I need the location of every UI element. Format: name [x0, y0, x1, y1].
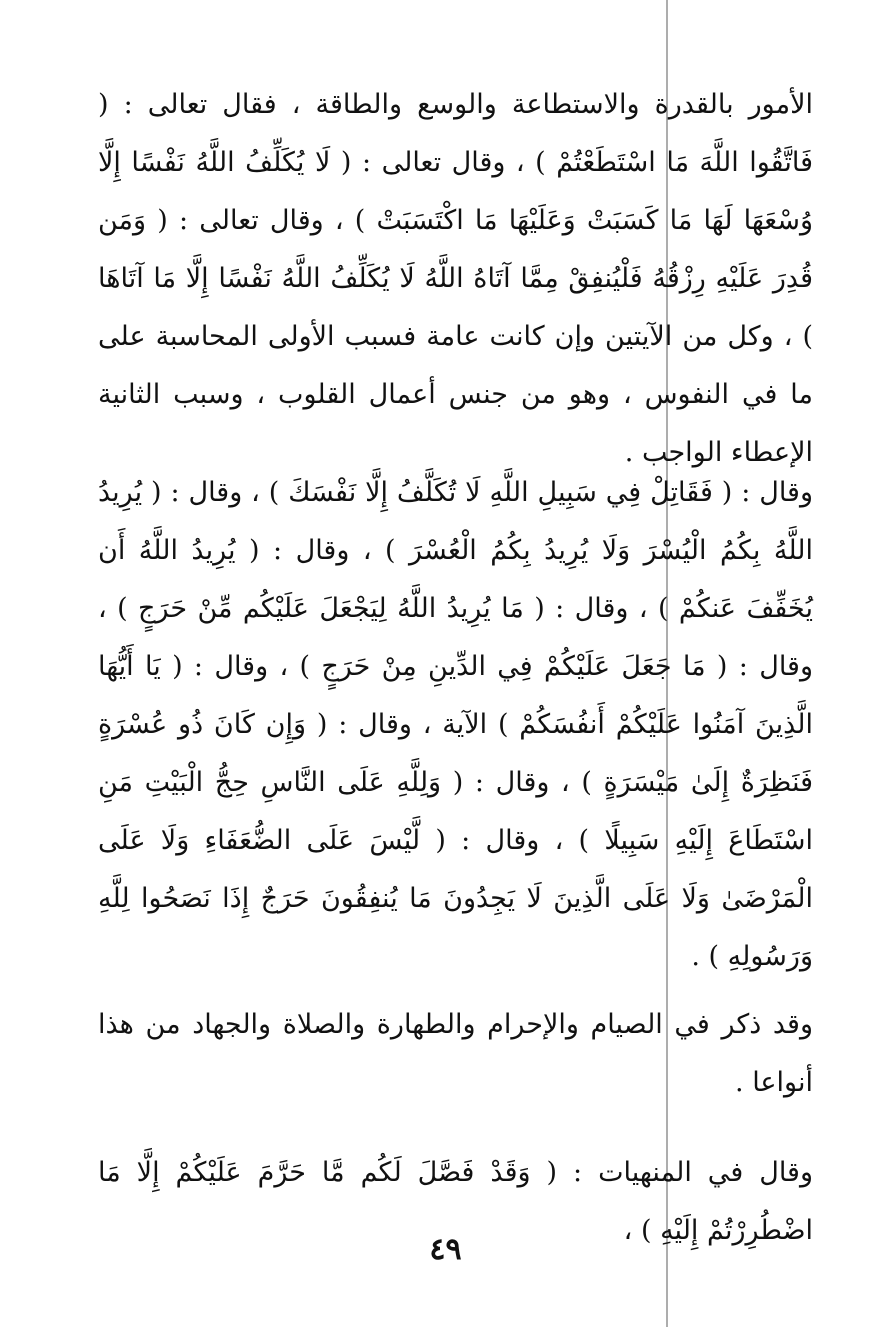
paragraph-text: الأمور بالقدرة والاستطاعة والوسع والطاقة ، فقال تعالى : ( فَاتَّقُوا اللَّهَ مَا اسْتَطَعْتُمْ ) ، وقال تعالى : ( لَا يُكَلِّفُ اللَّهُ نَفْسًا إِلَّا وُسْعَهَا لَهَا مَا كَسَبَتْ وَعَلَيْهَا مَا اكْتَسَبَتْ ) ، وقال تعالى : ( وَمَن قُدِرَ عَلَيْهِ رِزْقُهُ فَلْيُنفِقْ مِمَّا آتَاهُ اللَّهُ لَا يُكَلِّفُ اللَّهُ نَفْسًا إِلَّا مَا آتَاهَا ) ، وكل من الآيتين وإن كانت عامة فسبب الأولى المحاسبة على ما في النفوس ، وهو من جنس أعمال القلوب ، وسبب الثانية الإعطاء الواجب . [98, 89, 813, 468]
paragraph-text: وقال في المنهيات : ( وَقَدْ فَصَّلَ لَكُم مَّا حَرَّمَ عَلَيْكُمْ إِلَّا مَا اضْطُرِرْتُمْ إِلَيْهِ ) ، [98, 1157, 813, 1246]
page-number: ٤٩ [429, 1232, 462, 1267]
paragraph-text: وقال : ( فَقَاتِلْ فِي سَبِيلِ اللَّهِ لَا تُكَلَّفُ إِلَّا نَفْسَكَ ) ، وقال : ( يُرِيدُ اللَّهُ بِكُمُ الْيُسْرَ وَلَا يُرِيدُ بِكُمُ الْعُسْرَ ) ، وقال : ( يُرِيدُ اللَّهُ أَن يُخَفِّفَ عَنكُمْ ) ، وقال : ( مَا يُرِيدُ اللَّهُ لِيَجْعَلَ عَلَيْكُم مِّنْ حَرَجٍ ) ، وقال : ( مَا جَعَلَ عَلَيْكُمْ فِي الدِّينِ مِنْ حَرَجٍ ) ، وقال : ( يَا أَيُّهَا الَّذِينَ آمَنُوا عَلَيْكُمْ أَنفُسَكُمْ ) الآية ، وقال : ( وَإِن كَانَ ذُو عُسْرَةٍ فَنَظِرَةٌ إِلَىٰ مَيْسَرَةٍ ) ، وقال : ( وَلِلَّهِ عَلَى النَّاسِ حِجُّ الْبَيْتِ مَنِ اسْتَطَاعَ إِلَيْهِ سَبِيلًا ) ، وقال : ( لَّيْسَ عَلَى الضُّعَفَاءِ وَلَا عَلَى الْمَرْضَىٰ وَلَا عَلَى الَّذِينَ لَا يَجِدُونَ مَا يُنفِقُونَ حَرَجٌ إِذَا نَصَحُوا لِلَّهِ وَرَسُولِهِ ) . [98, 477, 813, 972]
paragraph-capacity-verses [98, 76, 813, 482]
paragraph-worship-types [98, 996, 813, 1112]
paragraph-ease-verses [98, 464, 813, 986]
paragraph-text: وقد ذكر في الصيام والإحرام والطهارة والصلاة والجهاد من هذا أنواعا . [98, 1009, 813, 1098]
